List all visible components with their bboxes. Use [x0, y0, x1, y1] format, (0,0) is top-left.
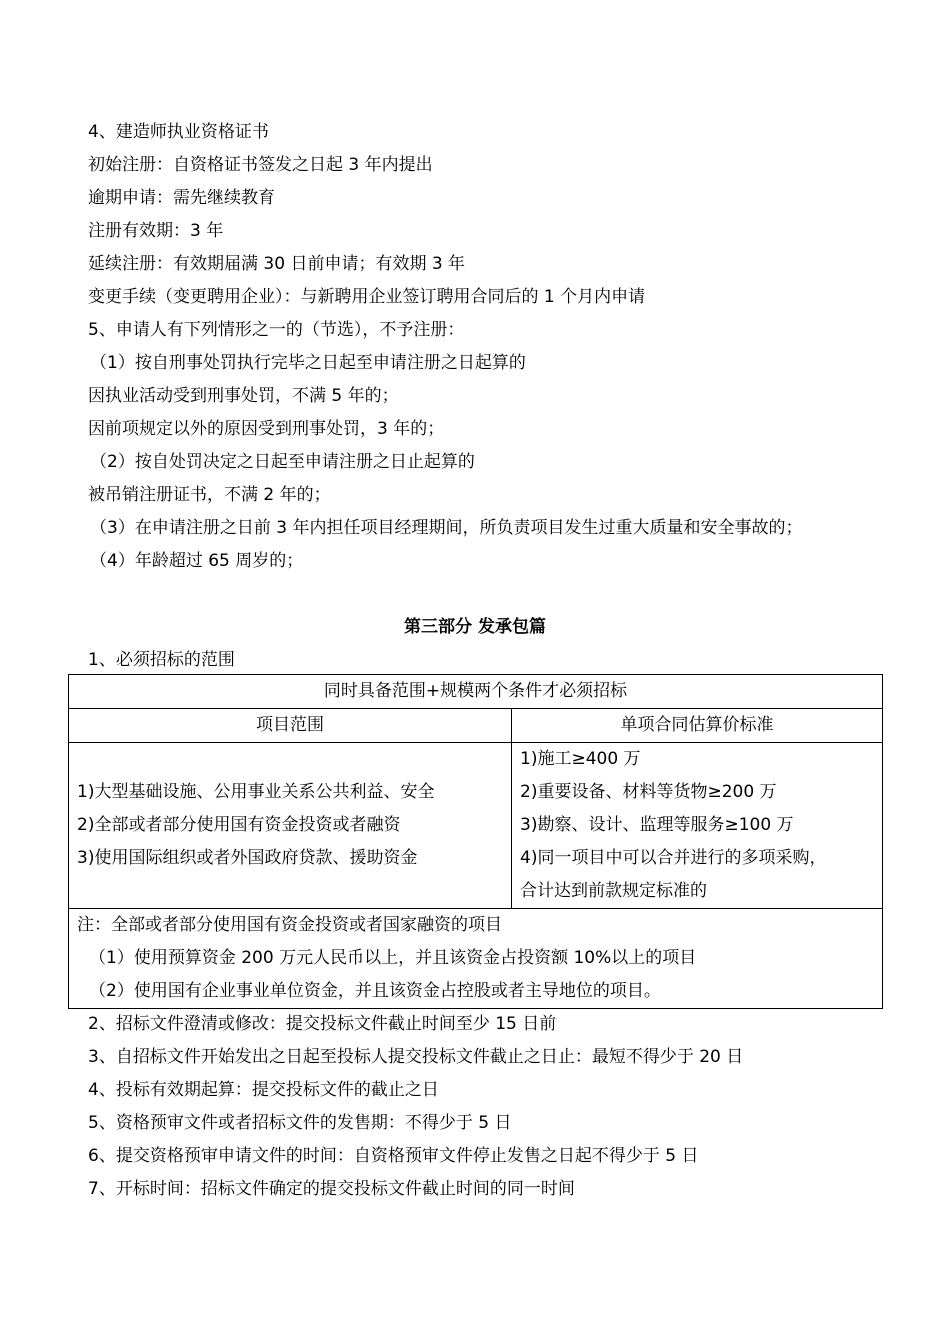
registration-validity: 注册有效期：3 年 — [88, 221, 224, 241]
item-3: 3、自招标文件开始发出之日起至投标人提交投标文件截止之日止：最短不得少于 20 日 — [88, 1047, 744, 1067]
table-title-row — [69, 675, 883, 709]
standard-item: 1)施工≥400 万 — [520, 749, 641, 769]
note-line: （1）使用预算资金 200 万元人民币以上，并且该资金占投资额 10%以上的项目 — [89, 948, 697, 968]
note-line: （2）使用国有企业事业单位资金，并且该资金占控股或者主导地位的项目。 — [89, 981, 661, 1001]
clause-1: （1）按自刑事处罚执行完毕之日起至申请注册之日起算的 — [90, 353, 526, 373]
standard-item: 4)同一项目中可以合并进行的多项采购， — [520, 848, 827, 868]
clause-4: （4）年龄超过 65 周岁的； — [90, 551, 304, 571]
renewal-registration: 延续注册：有效期届满 30 日前申请；有效期 3 年 — [88, 254, 466, 274]
standard-item: 合计达到前款规定标准的 — [520, 881, 707, 901]
change-procedure: 变更手续（变更聘用企业）：与新聘用企业签订聘用合同后的 1 个月内申请 — [88, 287, 646, 307]
tender-scope-table — [68, 674, 883, 1009]
item-2: 2、招标文件澄清或修改：提交投标文件截止时间至少 15 日前 — [88, 1014, 557, 1034]
item-4: 4、投标有效期起算：提交投标文件的截止之日 — [88, 1080, 439, 1100]
scope-item: 3)使用国际组织或者外国政府贷款、援助资金 — [77, 848, 418, 868]
clause-1a: 因执业活动受到刑事处罚，不满 5 年的； — [88, 386, 399, 406]
col-header-standard: 单项合同估算价标准 — [512, 709, 883, 743]
section4-title: 4、建造师执业资格证书 — [88, 122, 269, 142]
item-5: 5、资格预审文件或者招标文件的发售期：不得少于 5 日 — [88, 1113, 512, 1133]
scope-item: 1)大型基础设施、公用事业关系公共利益、安全 — [77, 782, 435, 802]
standard-cell — [512, 743, 883, 909]
clause-2a: 被吊销注册证书，不满 2 年的； — [88, 485, 331, 505]
col-header-scope: 项目范围 — [69, 709, 512, 743]
scope-item: 2)全部或者部分使用国有资金投资或者融资 — [77, 815, 401, 835]
clause-3: （3）在申请注册之日前 3 年内担任项目经理期间，所负责项目发生过重大质量和安全事故的； — [90, 518, 803, 538]
note-line: 注：全部或者部分使用国有资金投资或者国家融资的项目 — [77, 915, 502, 935]
table-note-row — [69, 909, 883, 1009]
item-6: 6、提交资格预审申请文件的时间：自资格预审文件停止发售之日起不得少于 5 日 — [88, 1146, 699, 1166]
part3-heading: 第三部分 发承包篇 — [404, 617, 546, 637]
section5-title: 5、申请人有下列情形之一的（节选），不予注册： — [88, 320, 465, 340]
table-body-row — [69, 743, 883, 909]
item-7: 7、开标时间：招标文件确定的提交投标文件截止时间的同一时间 — [88, 1179, 575, 1199]
clause-1b: 因前项规定以外的原因受到刑事处罚，3 年的； — [88, 419, 445, 439]
overdue-application: 逾期申请：需先继续教育 — [88, 188, 275, 208]
table-title: 同时具备范围+规模两个条件才必须招标 — [69, 675, 883, 709]
scope-cell — [69, 743, 512, 909]
initial-registration: 初始注册：自资格证书签发之日起 3 年内提出 — [88, 155, 433, 175]
part3-item1: 1、必须招标的范围 — [88, 650, 235, 670]
standard-item: 3)勘察、设计、监理等服务≥100 万 — [520, 815, 794, 835]
note-cell — [69, 909, 883, 1009]
standard-item: 2)重要设备、材料等货物≥200 万 — [520, 782, 777, 802]
table-header-row — [69, 709, 883, 743]
clause-2: （2）按自处罚决定之日起至申请注册之日止起算的 — [90, 452, 475, 472]
